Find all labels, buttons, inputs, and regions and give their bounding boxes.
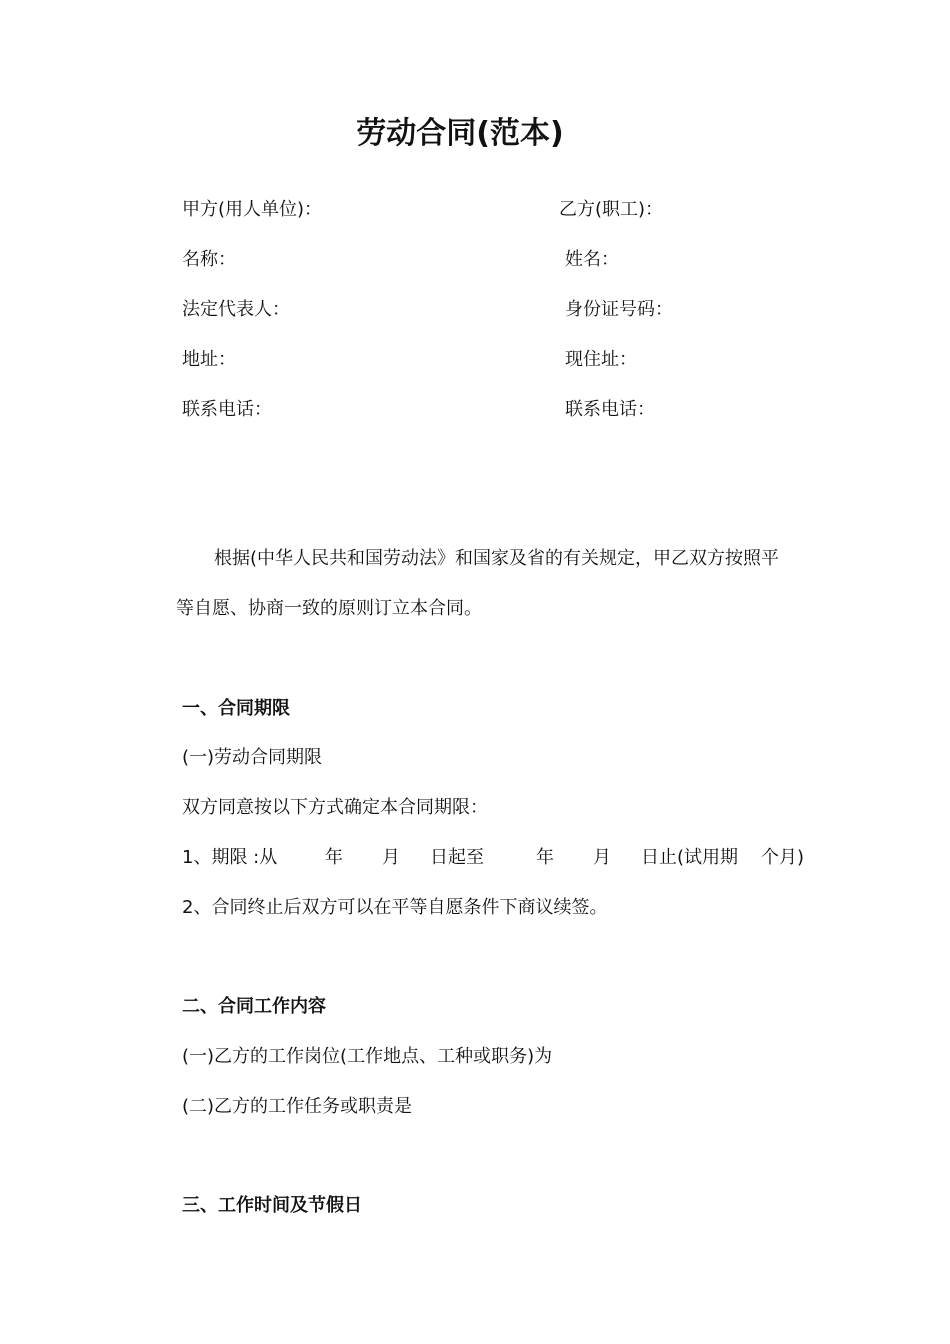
party-a-address-label: 地址： [182,349,236,370]
party-b-heading: 乙方(职工)： [559,199,664,220]
section-2-sub-2: (二)乙方的工作任务或职责是 [182,1096,413,1117]
period-year-end: 年 [536,847,554,868]
party-a-phone-label: 联系电话： [182,399,272,420]
section-1-item-2: 2、合同终止后双方可以在平等自愿条件下商议续签。 [182,897,608,918]
section-1-sub-1: (一)劳动合同期限 [182,747,323,768]
party-a-name-label: 名称： [182,249,236,270]
section-1-heading: 一、合同期限 [182,698,290,719]
party-b-name-label: 姓名： [565,249,619,270]
period-month-end: 月 [593,847,611,868]
period-day-start: 日起至 [430,847,484,868]
section-2-heading: 二、合同工作内容 [182,996,326,1017]
party-a-heading: 甲方(用人单位)： [182,199,323,220]
intro-line-2: 等自愿、协商一致的原则订立本合同。 [176,598,482,619]
section-2-sub-1: (一)乙方的工作岗位(工作地点、工种或职务)为 [182,1046,553,1067]
section-3-heading: 三、工作时间及节假日 [182,1195,362,1216]
contract-period-line [0,849,950,871]
party-b-id-label: 身份证号码： [565,299,673,320]
intro-line-1: 根据(中华人民共和国劳动法》和国家及省的有关规定，甲乙双方按照平 [214,548,780,569]
period-month-start: 月 [382,847,400,868]
period-day-end: 日止(试用期 [641,847,739,868]
section-1-text: 双方同意按以下方式确定本合同期限： [182,797,488,818]
period-year-start: 年 [325,847,343,868]
party-b-phone-label: 联系电话： [565,399,655,420]
document-title: 劳动合同(范本) [356,116,564,151]
period-probation-unit: 个月) [761,847,805,868]
party-b-address-label: 现住址： [565,349,637,370]
period-prefix: 1、期限 :从 [182,847,278,868]
party-a-legal-rep-label: 法定代表人： [182,299,290,320]
